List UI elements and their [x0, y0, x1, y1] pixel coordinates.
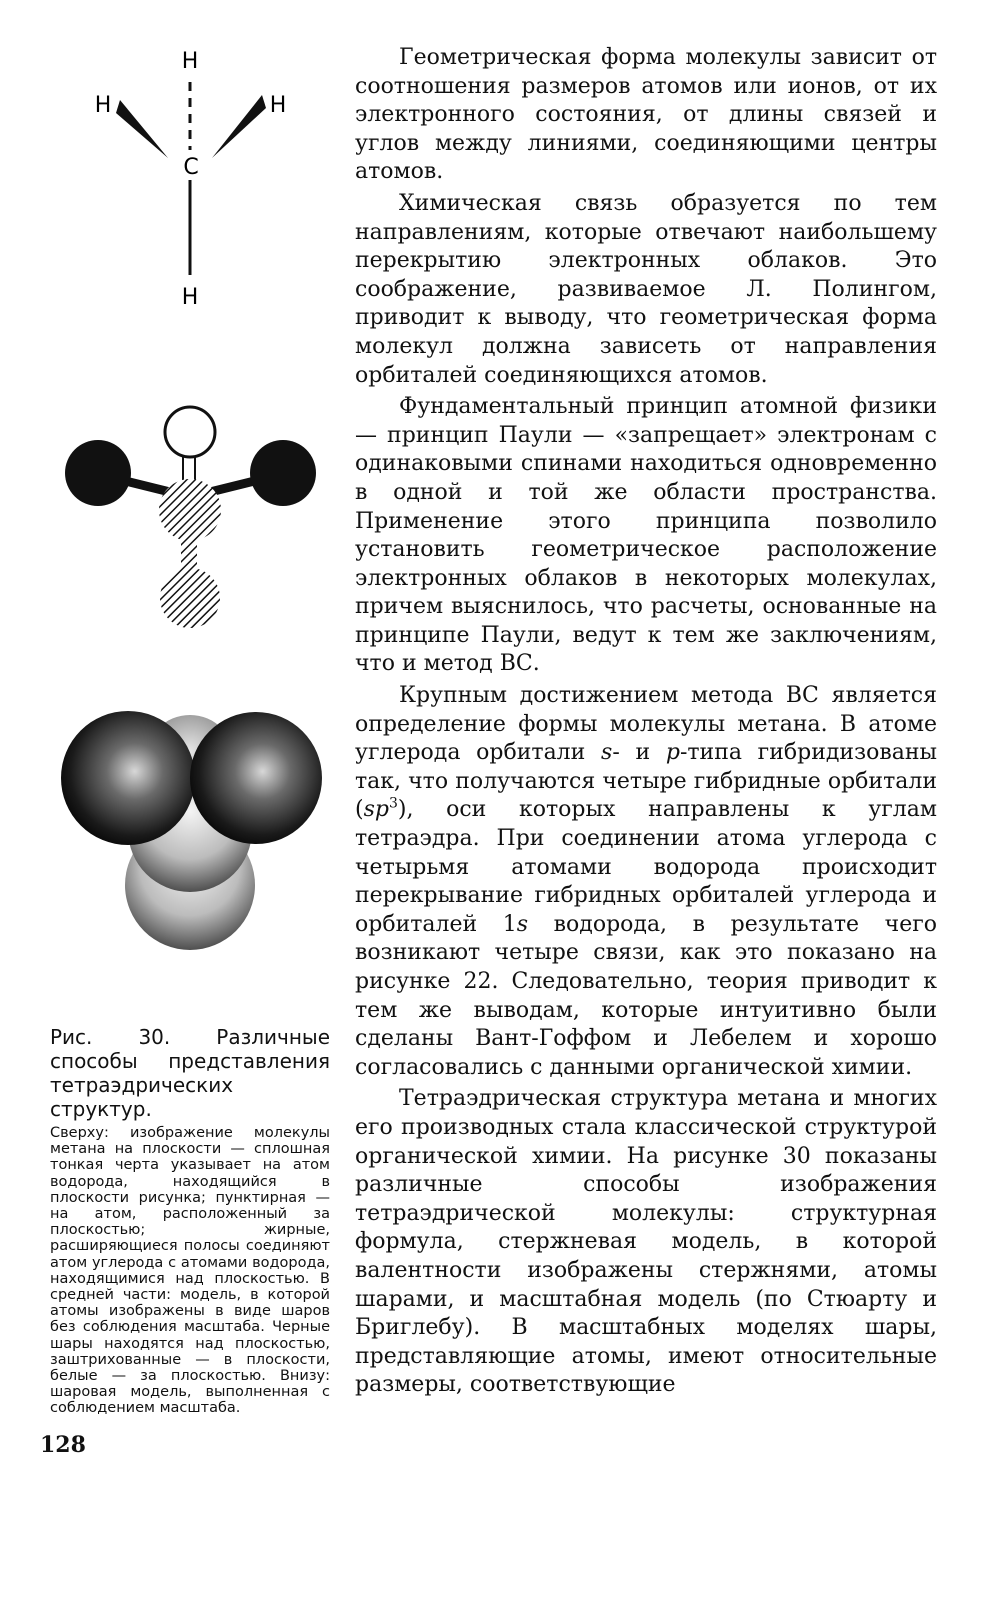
- paragraph-4-part-e: водорода, в результате чего возникают четыре связи, как это показано на рисунке 22. Следовательно, теория приводит к тем же выводам, которые интуитивно были сделаны Вант-Гоффом и Лебелем и хорошо согласовались с данными органической химии.: [355, 911, 938, 1080]
- orbital-p-symbol: p: [665, 740, 680, 766]
- white-ball-behind-plane: [165, 407, 215, 457]
- paragraph-1: Геометрическая форма молекулы зависит от соотношения размеров атомов или ионов, от их электронного состояния, от длины связей и углов между линиями, соединяющими центры атомов.: [355, 45, 937, 185]
- ball-and-stick-model: [65, 407, 316, 628]
- caption-title: Рис. 30. Различные способы представления тетраэдрических структур.: [50, 1025, 330, 1121]
- orbital-1s-symbol: s: [516, 911, 529, 937]
- caption-body: Сверху: изображение молекулы метана на плоскости — сплошная тонкая черта указывает на атом водорода, находящийся в плоскости рисунка; пунктирная — на атом, расположенный за плоскостью; жирные, расширяющиеся полосы соединяют атом углерода с атомами водорода, находящимися над плоскостью. В средней части: модель, в которой атомы изображены в виде шаров без соблюдения масштаба. Черные шары находятся над плоскостью, заштрихованные — в плоскости, белые — за плоскостью. Внизу: шаровая модель, выполненная с соблюдением масштаба.: [50, 1125, 330, 1417]
- orbital-s-symbol: s: [601, 740, 613, 766]
- paragraph-4-part-c: -типа гибридизованы так, что получаются четыре гибридные орбитали (: [355, 740, 937, 823]
- page-number: 128: [40, 1432, 86, 1458]
- hybrid-sp-symbol: sp: [363, 797, 389, 823]
- atom-label-h-bottom: H: [181, 285, 199, 310]
- figure-column: [40, 40, 330, 1560]
- hatched-carbon-ball: [159, 479, 221, 541]
- dark-ball-left: [61, 711, 195, 845]
- paragraph-4-part-a: Крупным достижением метода ВС является определение формы молекулы метана. В атоме углерода орбитали: [355, 683, 937, 766]
- figure-30-illustrations: [40, 40, 330, 1000]
- paragraph-5: Тетраэдрическая структура метана и многих его производных стала классической структурой органической химии. На рисунке 30 показаны различные способы изображения тетраэдрической молекулы: структурная формула, стержневая модель, в которой валентности изображены стержнями, атомы шарами, и масштабная модель (по Стюарту и Бриглебу). В масштабных моделях шары, представляющие атомы, имеют относительные размеры, соответствующие: [355, 1086, 937, 1398]
- black-ball-left: [65, 440, 131, 506]
- atom-label-h-top: H: [181, 49, 199, 74]
- black-ball-right: [250, 440, 316, 506]
- wedge-bond-left: [116, 100, 168, 158]
- paragraph-4-part-d: ), оси которых направлены к углам тетраэдра. При соединении атома углерода с четырьмя атомами водорода происходит перекрывание гибридных орбиталей углерода и орбиталей 1: [355, 797, 937, 937]
- scale-ball-model: [61, 711, 322, 950]
- figure-caption: [50, 1025, 330, 1417]
- body-text: [355, 44, 937, 1400]
- hatched-ball-bottom: [160, 568, 220, 628]
- atom-label-c: C: [183, 155, 199, 180]
- wedge-bond-right: [212, 95, 266, 158]
- paragraph-4: [355, 682, 937, 1082]
- hybrid-superscript: 3: [388, 796, 398, 813]
- methane-structural-formula: [95, 49, 287, 310]
- paragraph-3: Фундаментальный принцип атомной физики — принцип Паули — «запрещает» электронам с одинаковыми спинами находиться одновременно в одной и той же области пространства. Применение этого принципа позволило установить геометрическое расположение электронных облаков в некоторых молекулах, причем выяснилось, что расчеты, основанные на принципе Паули, ведут к тем же заключениям, что и метод ВС.: [355, 394, 937, 677]
- atom-label-h-left: H: [94, 93, 112, 118]
- atom-label-h-right: H: [269, 93, 287, 118]
- paragraph-2: Химическая связь образуется по тем направлениям, которые отвечают наибольшему перекрытию электронных облаков. Это соображение, развиваемое Л. Полингом, приводит к выводу, что геометрическая форма молекул должна зависеть от направления орбиталей соединяющихся атомов.: [355, 190, 937, 388]
- dark-ball-right: [190, 712, 322, 844]
- paragraph-4-part-b: - и: [612, 740, 666, 766]
